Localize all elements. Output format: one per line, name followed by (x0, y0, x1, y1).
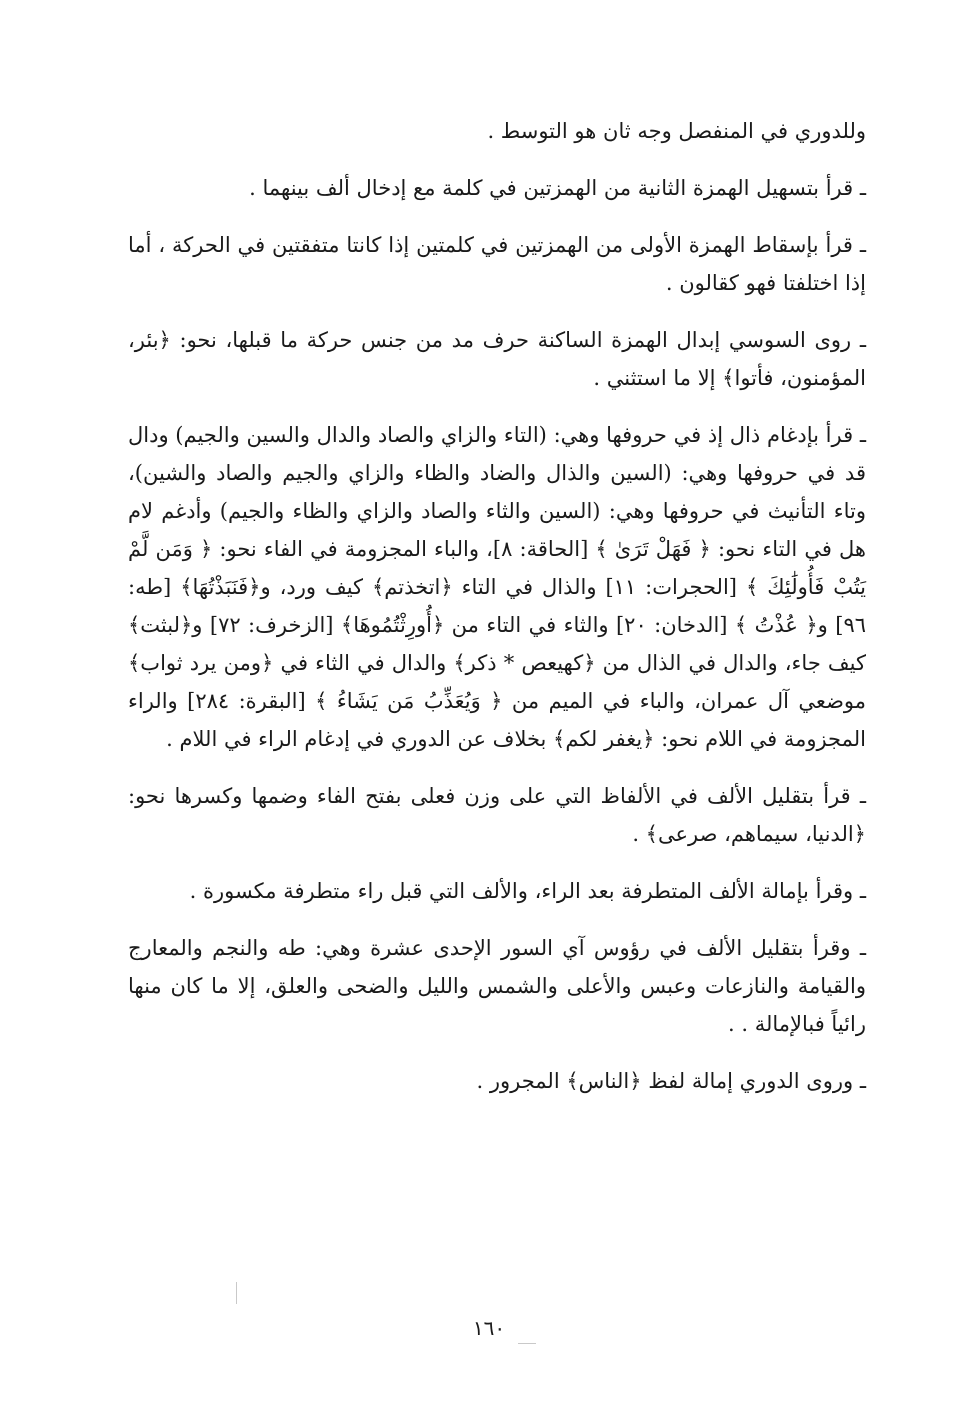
paragraph-tashil-hamza: ـ قرأ بتسهيل الهمزة الثانية من الهمزتين في كلمة مع إدخال ألف بينهما . (249, 176, 866, 200)
paragraph-durri-mid-length: وللدوري في المنفصل وجه ثان هو التوسط . (487, 119, 866, 143)
scan-mark (518, 1343, 536, 1344)
page-number: ١٦٠ (472, 1316, 506, 1340)
scan-mark (236, 1282, 237, 1304)
paragraph-taqlil-fala: ـ قرأ بتقليل الألف في الألفاظ التي على وزن فعلى بفتح الفاء وضمها وكسرها نحو: ﴿الدنيا، سيماهم، صرعى﴾ . (128, 784, 866, 846)
paragraph-imala-nas: ـ وروى الدوري إمالة لفظ ﴿الناس﴾ المجرور . (476, 1069, 866, 1093)
paragraph-isqat-hamza: ـ قرأ بإسقاط الهمزة الأولى من الهمزتين في كلمتين إذا كانتا متفقتين في الحركة ، أما إذا اختلفتا فهو كقالون . (128, 233, 866, 295)
paragraph-susi-ibdal: ـ روى السوسي إبدال الهمزة الساكنة حرف مد من جنس حركة ما قبلها، نحو: ﴿بئر، المؤمنون، فأتوا﴾ إلا ما استثني . (128, 328, 866, 390)
paragraph-imala-ra: ـ وقرأ بإمالة الألف المتطرفة بعد الراء، والألف التي قبل راء متطرفة مكسورة . (189, 879, 866, 903)
paragraph-rus-al-ay: ـ وقرأ بتقليل الألف في رؤوس آي السور الإحدى عشرة وهي: طه والنجم والمعارج والقيامة والنازعات وعبس والأعلى والشمس والليل والضحى والعلق، إلا ما كان منها رائياً فبالإمالة . . (128, 936, 866, 1036)
paragraph-idgham: ـ قرأ بإدغام ذال إذ في حروفها وهي: (التاء والزاي والصاد والدال والسين والجيم) ودال قد في حروفها وهي: (السين والذال والضاد والظاء والزاي والجيم والصاد والشين)، وتاء التأنيث في حروفها وهي: (السين والثاء والصاد والزاي والظاء والجيم) وأدغم لام هل في التاء نحو: ﴿ فَهَلْ تَرَىٰ ﴾ [الحاقة: ٨]، والباء المجزومة في الفاء نحو: ﴿ وَمَن لَّمْ يَتُبْ فَأُولَٰئِكَ ﴾ [الحجرات: ١١] والذال في التاء ﴿اتخذتم﴾ كيف ورد، و﴿فَنَبَذْتُهَا﴾ [طه: ٩٦] و﴿ عُذْتُ ﴾ [الدخان: ٢٠] والثاء في التاء من ﴿أُورِثْتُمُوهَا﴾ [الزخرف: ٧٢] و﴿لبثت﴾ كيف جاء، والدال في الذال من ﴿كهيعص * ذكر﴾ والدال في الثاء في ﴿ومن يرد ثواب﴾ موضعي آل عمران، والباء في الميم من ﴿ وَيُعَذِّبُ مَن يَشَاءُ ﴾ [البقرة: ٢٨٤] والراء المجزومة في اللام نحو: ﴿يغفر لكم﴾ بخلاف عن الدوري في إدغام الراء في اللام . (128, 423, 866, 751)
page-body (128, 112, 866, 1119)
